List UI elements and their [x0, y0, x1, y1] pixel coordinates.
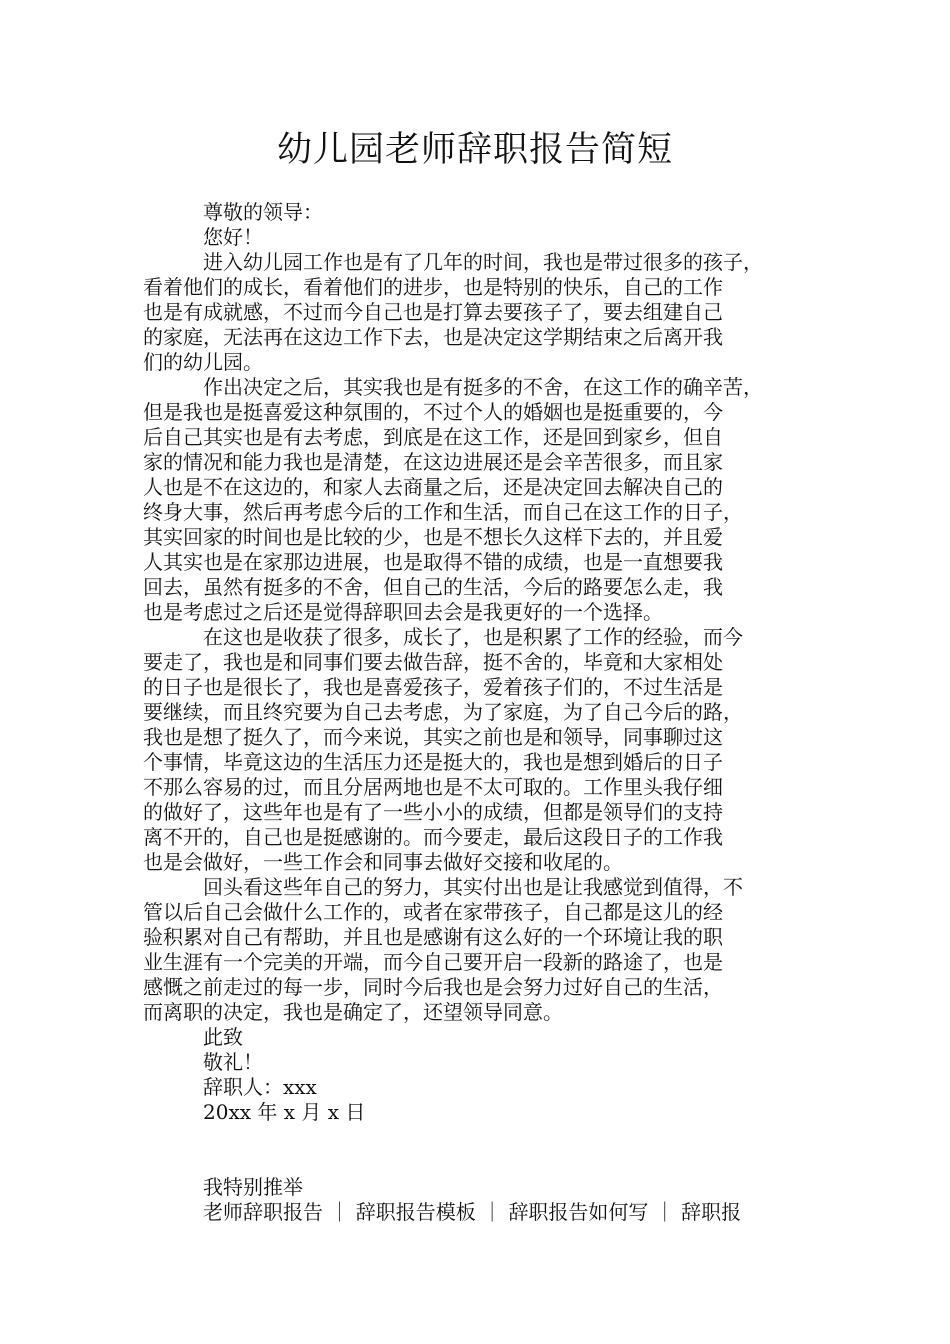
paragraph-line: 终身大事，然后再考虑今后的工作和生活，而自己在这工作的日子，	[143, 500, 743, 524]
paragraph-line: 的做好了，这些年也是有了一些小小的成绩，但都是领导们的支持	[143, 800, 723, 824]
letter-body	[143, 200, 833, 1225]
paragraph-line: 而离职的决定，我也是确定了，还望领导同意。	[143, 1000, 563, 1024]
paragraph-line: 其实回家的时间也是比较的少，也是不想长久这样下去的，并且爱	[143, 525, 723, 549]
recommend-link[interactable]: 老师辞职报告	[203, 1200, 323, 1224]
closing-jingli: 敬礼！	[203, 1050, 263, 1074]
paragraph-line: 也是会做好，一些工作会和同事去做好交接和收尾的。	[143, 850, 623, 874]
paragraph-line: 在这也是收获了很多，成长了，也是积累了工作的经验，而今	[203, 625, 743, 649]
paragraph-line: 要走了，我也是和同事们要去做告辞，挺不舍的，毕竟和大家相处	[143, 650, 723, 674]
recommend-heading: 我特别推举	[203, 1175, 303, 1199]
paragraph-line: 作出决定之后，其实我也是有挺多的不舍，在这工作的确辛苦，	[203, 375, 763, 399]
paragraph-line: 离不开的，自己也是挺感谢的。而今要走，最后这段日子的工作我	[143, 825, 723, 849]
paragraph-4	[143, 875, 833, 1025]
closing-zhizhi: 此致	[203, 1025, 243, 1049]
paragraph-line: 也是考虑过之后还是觉得辞职回去会是我更好的一个选择。	[143, 600, 663, 624]
paragraph-line: 看着他们的成长，看着他们的进步，也是特别的快乐，自己的工作	[143, 275, 723, 299]
signer: 辞职人：xxx	[203, 1075, 317, 1099]
paragraph-line: 的日子也是很长了，我也是喜爱孩子，爱着孩子们的，不过生活是	[143, 675, 723, 699]
paragraph-3	[143, 625, 833, 875]
paragraph-line: 不那么容易的过，而且分居两地也是不太可取的。工作里头我仔细	[143, 775, 723, 799]
recommend-link[interactable]: 辞职报	[681, 1200, 742, 1224]
paragraph-line: 们的幼儿园。	[143, 350, 263, 374]
paragraph-line: 家的情况和能力我也是清楚，在这边进展还是会辛苦很多，而且家	[143, 450, 723, 474]
link-separator: ｜	[654, 1200, 675, 1224]
paragraph-line: 人也是不在这边的，和家人去商量之后，还是决定回去解决自己的	[143, 475, 723, 499]
recommend-link[interactable]: 辞职报告如何写	[508, 1200, 649, 1224]
paragraph-line: 要继续，而且终究要为自己去考虑，为了家庭，为了自己今后的路，	[143, 700, 743, 724]
paragraph-line: 个事情，毕竟这边的生活压力还是挺大的，我也是想到婚后的日子	[143, 750, 723, 774]
paragraph-line: 也是有成就感，不过而今自己也是打算去要孩子了，要去组建自己	[143, 300, 723, 324]
paragraph-line: 人其实也是在家那边进展，也是取得不错的成绩，也是一直想要我	[143, 550, 723, 574]
greeting: 您好！	[203, 225, 263, 249]
recommend-link[interactable]: 辞职报告模板	[355, 1200, 476, 1224]
paragraph-line: 后自己其实也是有去考虑，到底是在这工作，还是回到家乡，但自	[143, 425, 723, 449]
paragraph-2	[143, 375, 833, 625]
link-separator: ｜	[329, 1200, 350, 1224]
paragraph-line: 管以后自己会做什么工作的，或者在家带孩子，自己都是这儿的经	[143, 900, 723, 924]
paragraph-line: 验积累对自己有帮助，并且也是感谢有这么好的一个环境让我的职	[143, 925, 723, 949]
letter-date: 20xx 年 x 月 x 日	[203, 1100, 366, 1124]
paragraph-line: 业生涯有一个完美的开端，而今自己要开启一段新的路途了，也是	[143, 950, 723, 974]
paragraph-line: 感慨之前走过的每一步，同时今后我也是会努力过好自己的生活，	[143, 975, 723, 999]
document-title: 幼儿园老师辞职报告简短	[276, 130, 673, 170]
paragraph-1	[143, 250, 833, 375]
paragraph-line: 但是我也是挺喜爱这种氛围的，不过个人的婚姻也是挺重要的，今	[143, 400, 723, 424]
paragraph-line: 的家庭，无法再在这边工作下去，也是决定这学期结束之后离开我	[143, 325, 723, 349]
salutation: 尊敬的领导：	[203, 200, 323, 224]
recommend-links	[143, 1200, 833, 1225]
paragraph-line: 回去，虽然有挺多的不舍，但自己的生活，今后的路要怎么走，我	[143, 575, 723, 599]
paragraph-line: 回头看这些年自己的努力，其实付出也是让我感觉到值得，不	[203, 875, 743, 899]
paragraph-line: 进入幼儿园工作也是有了几年的时间，我也是带过很多的孩子，	[203, 250, 763, 274]
link-separator: ｜	[482, 1200, 503, 1224]
paragraph-line: 我也是想了挺久了，而今来说，其实之前也是和领导，同事聊过这	[143, 725, 723, 749]
